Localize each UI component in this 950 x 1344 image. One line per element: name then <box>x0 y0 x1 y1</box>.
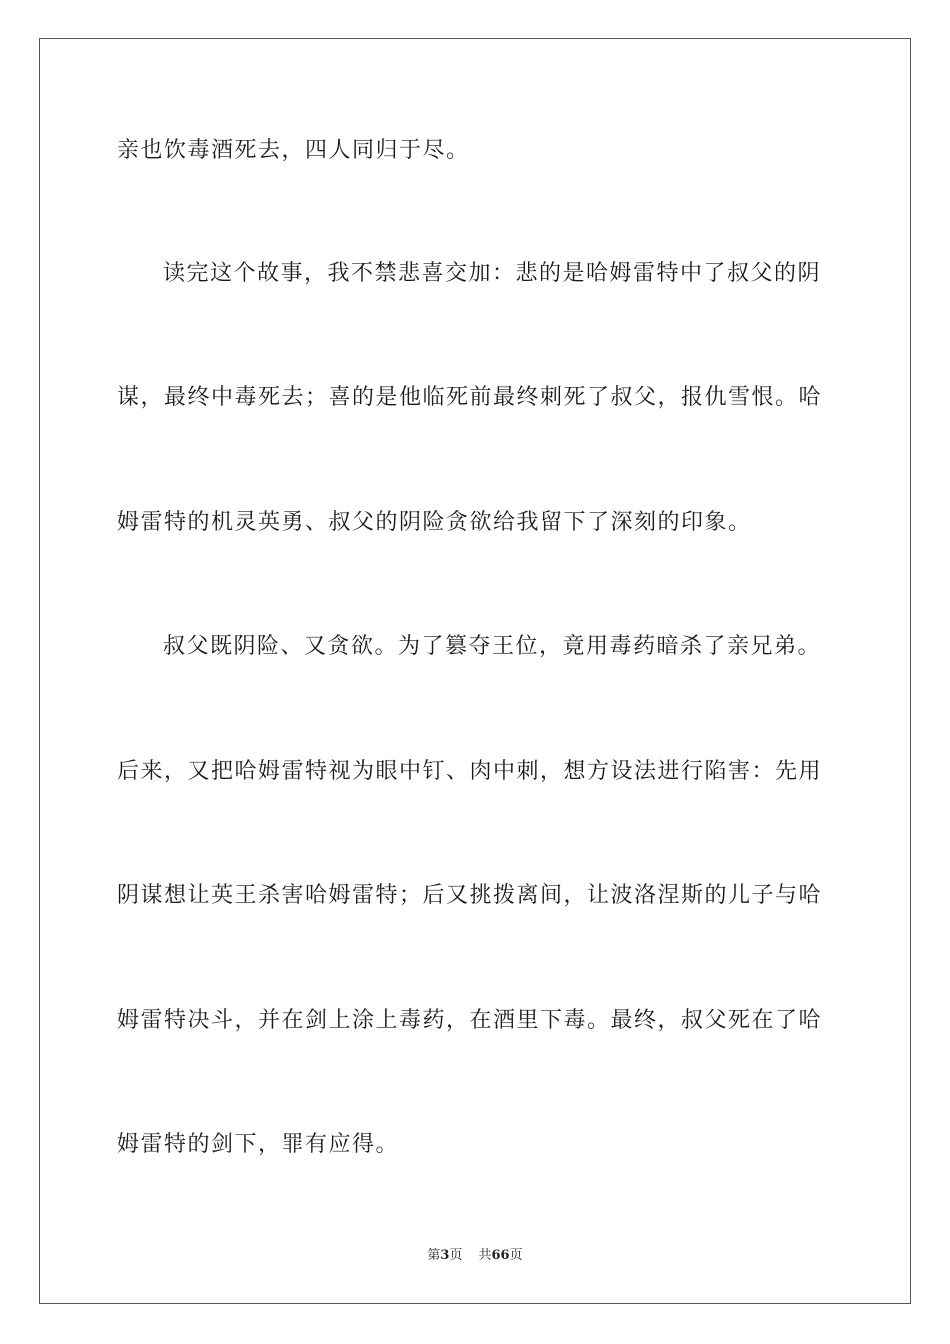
paragraph-line: 谋，最终中毒死去；喜的是他临死前最终刺死了叔父，报仇雪恨。哈 <box>117 385 823 410</box>
page-border <box>39 38 911 1304</box>
paragraph-line: 亲也饮毒酒死去，四人同归于尽。 <box>117 138 470 163</box>
paragraph-line: 姆雷特的机灵英勇、叔父的阴险贪欲给我留下了深刻的印象。 <box>117 510 752 535</box>
page-number: 3 <box>440 1248 450 1263</box>
page-prefix: 第 <box>427 1248 441 1263</box>
paragraph-line: 姆雷特的剑下，罪有应得。 <box>117 1132 400 1157</box>
total-prefix: 共 <box>478 1248 492 1263</box>
page-footer <box>0 1247 950 1265</box>
paragraph-line: 叔父既阴险、又贪欲。为了篡夺王位，竟用毒药暗杀了亲兄弟。 <box>163 634 822 659</box>
page-suffix: 页 <box>449 1248 463 1263</box>
paragraph-line: 姆雷特决斗，并在剑上涂上毒药，在酒里下毒。最终，叔父死在了哈 <box>117 1008 823 1033</box>
paragraph-line: 后来，又把哈姆雷特视为眼中钉、肉中刺，想方设法进行陷害：先用 <box>117 759 823 784</box>
paragraph-line: 阴谋想让英王杀害哈姆雷特；后又挑拨离间，让波洛涅斯的儿子与哈 <box>117 883 823 908</box>
total-pages: 66 <box>491 1248 510 1263</box>
paragraph-line: 读完这个故事，我不禁悲喜交加：悲的是哈姆雷特中了叔父的阴 <box>163 261 822 286</box>
total-suffix: 页 <box>509 1248 523 1263</box>
